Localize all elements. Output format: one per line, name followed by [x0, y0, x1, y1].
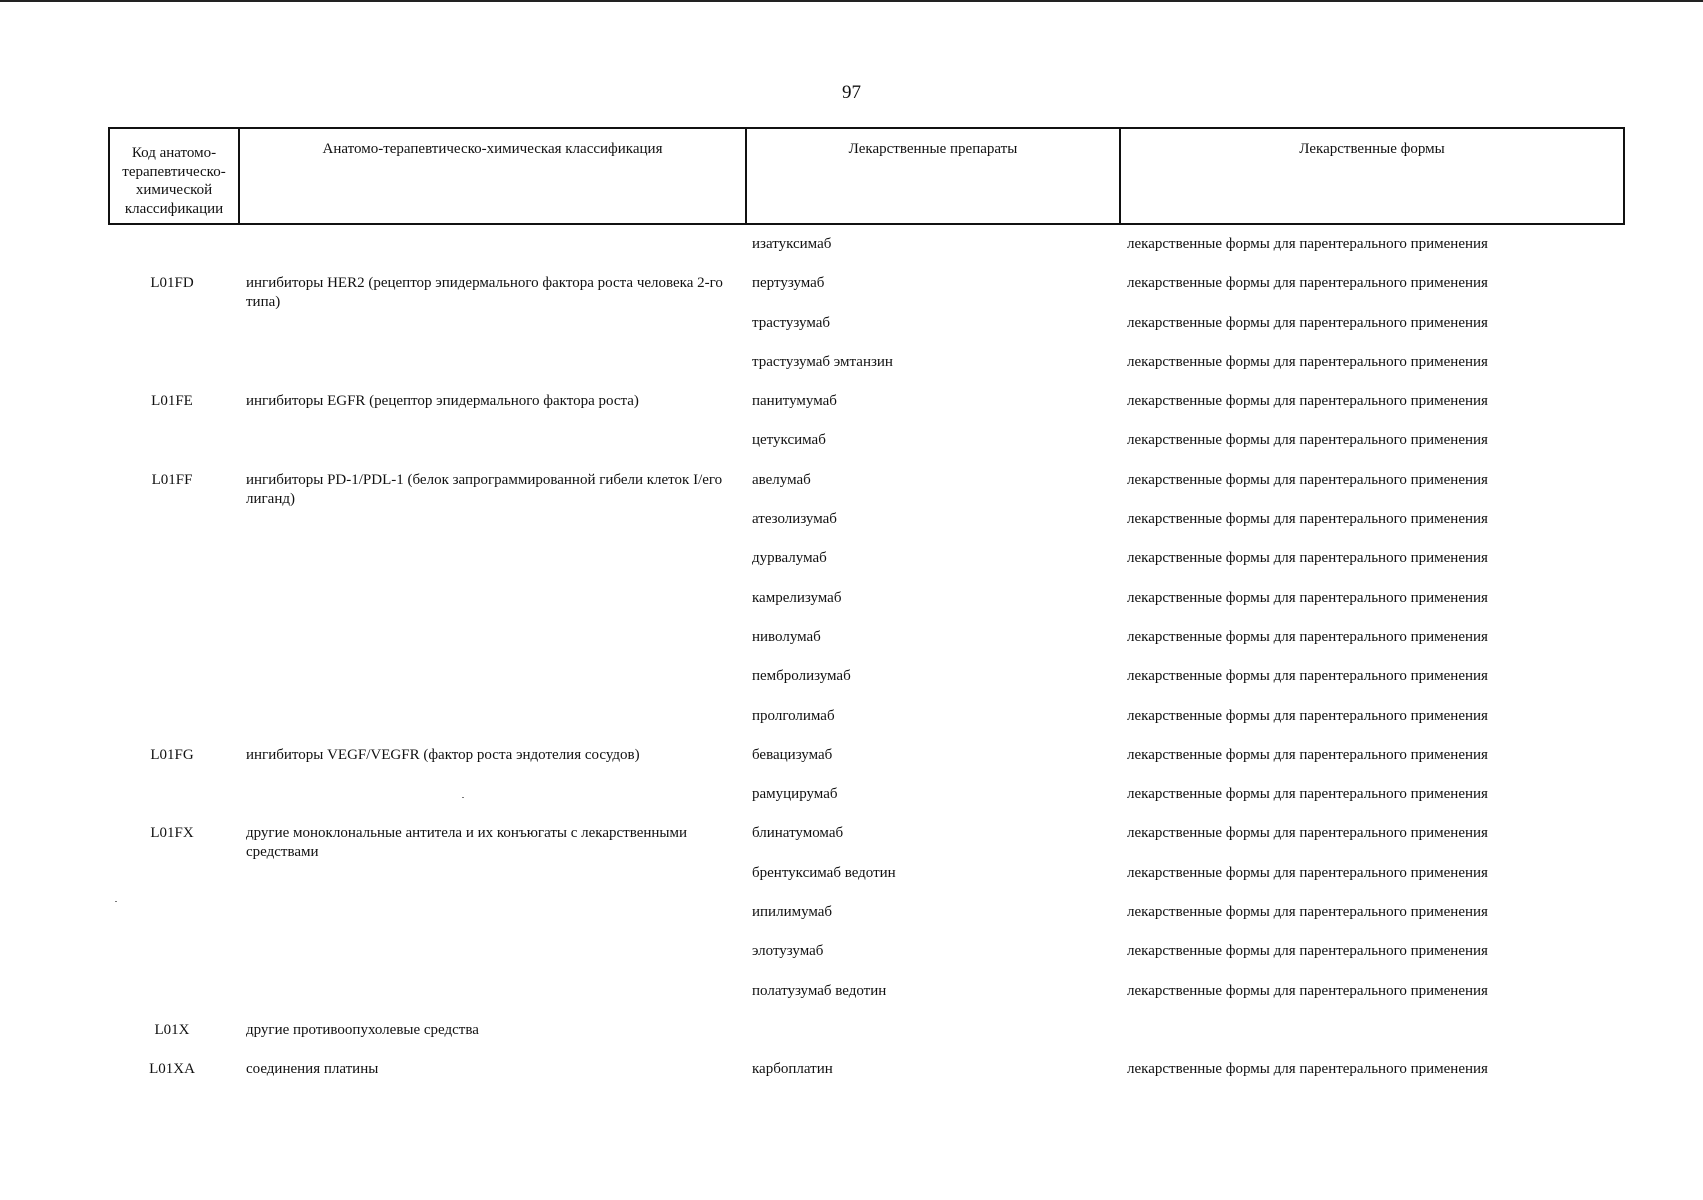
table-row	[0, 274, 1703, 313]
form-cell: лекарственные формы для парентерального применения	[1127, 275, 1488, 292]
form-cell: лекарственные формы для парентерального применения	[1127, 628, 1488, 645]
drug-cell: ипилимумаб	[752, 904, 833, 921]
drug-cell: элотузумаб	[752, 943, 824, 960]
code-cell: L01X	[154, 1021, 190, 1038]
drug-cell: блинатумомаб	[752, 825, 844, 842]
table-row	[0, 667, 1703, 706]
drug-cell: брентуксимаб ведотин	[752, 864, 896, 881]
drug-cell: атезолизумаб	[752, 511, 837, 528]
drug-cell: полатузумаб ведотин	[752, 982, 887, 999]
drug-cell: изатуксимаб	[752, 236, 832, 252]
table-row	[0, 628, 1703, 667]
table-row	[0, 549, 1703, 588]
header-atc-column: Анатомо-терапевтическо-химическая классификация	[238, 129, 745, 223]
drug-cell: ниволумаб	[752, 628, 821, 645]
drug-cell: панитумумаб	[752, 393, 837, 410]
code-cell: L01FG	[150, 746, 194, 763]
code-cell: L01FE	[151, 393, 193, 410]
table-row	[0, 392, 1703, 431]
form-cell: лекарственные формы для парентерального применения	[1127, 393, 1488, 410]
drug-cell: цетуксимаб	[752, 432, 826, 449]
form-cell: лекарственные формы для парентерального применения	[1127, 1061, 1488, 1078]
table-header	[108, 127, 1625, 225]
drug-cell: пролголимаб	[752, 707, 835, 724]
drug-cell: трастузумаб	[752, 314, 831, 331]
table-row	[0, 785, 1703, 824]
form-cell: лекарственные формы для парентерального применения	[1127, 982, 1488, 999]
table-row	[0, 982, 1703, 1021]
form-cell: лекарственные формы для парентерального применения	[1127, 432, 1488, 449]
table-row	[0, 431, 1703, 470]
drug-cell: пембролизумаб	[752, 668, 851, 685]
atc-cell: ингибиторы HER2 (рецептор эпидермального фактора роста человека 2-го типа)	[246, 275, 723, 311]
form-cell: лекарственные формы для парентерального применения	[1127, 511, 1488, 528]
form-cell: лекарственные формы для парентерального применения	[1127, 707, 1488, 724]
drug-cell: дурвалумаб	[752, 550, 827, 567]
form-cell: лекарственные формы для парентерального применения	[1127, 471, 1488, 488]
form-cell: лекарственные формы для парентерального применения	[1127, 668, 1488, 685]
table-row	[0, 589, 1703, 628]
table-row	[0, 235, 1703, 274]
code-cell: L01FF	[151, 471, 193, 488]
form-cell: лекарственные формы для парентерального применения	[1127, 904, 1488, 921]
table-row	[0, 746, 1703, 785]
header-forms-column: Лекарственные формы	[1119, 129, 1623, 223]
table-row	[0, 1021, 1703, 1060]
drug-cell: рамуцирумаб	[752, 786, 838, 803]
table-row	[0, 353, 1703, 392]
code-cell: L01XA	[149, 1061, 195, 1078]
drug-cell: камрелизумаб	[752, 589, 842, 606]
table-row	[0, 824, 1703, 863]
code-cell: L01FX	[150, 825, 194, 842]
table-row	[0, 864, 1703, 903]
table-row	[0, 510, 1703, 549]
form-cell: лекарственные формы для парентерального применения	[1127, 786, 1488, 803]
drug-cell: авелумаб	[752, 471, 811, 488]
drug-cell: трастузумаб эмтанзин	[752, 353, 893, 370]
atc-cell: соединения платины	[246, 1061, 379, 1078]
table-body	[0, 235, 1703, 1100]
table-row	[0, 471, 1703, 510]
drug-cell: карбоплатин	[752, 1061, 833, 1078]
form-cell: лекарственные формы для парентерального применения	[1127, 943, 1488, 960]
drug-cell: пертузумаб	[752, 275, 825, 292]
code-cell: L01FD	[150, 275, 194, 292]
header-code-column: Код анатомо-терапевтическо-химической классификации	[122, 145, 226, 217]
table-row	[0, 1060, 1703, 1099]
drug-cell: бевацизумаб	[752, 746, 833, 763]
table-row	[0, 903, 1703, 942]
table-row	[0, 707, 1703, 746]
table-row	[0, 942, 1703, 981]
form-cell: лекарственные формы для парентерального применения	[1127, 550, 1488, 567]
form-cell: лекарственные формы для парентерального применения	[1127, 314, 1488, 331]
form-cell: лекарственные формы для парентерального применения	[1127, 353, 1488, 370]
atc-cell: ингибиторы VEGF/VEGFR (фактор роста эндотелия сосудов)	[246, 746, 640, 763]
form-cell: лекарственные формы для парентерального применения	[1127, 236, 1488, 252]
form-cell: лекарственные формы для парентерального применения	[1127, 746, 1488, 763]
header-drugs-column: Лекарственные препараты	[745, 129, 1119, 223]
atc-cell: ингибиторы PD-1/PDL-1 (белок запрограммированной гибели клеток I/его лиганд)	[246, 471, 723, 507]
form-cell: лекарственные формы для парентерального применения	[1127, 589, 1488, 606]
atc-cell: другие противоопухолевые средства	[246, 1021, 479, 1038]
page-number: 97	[842, 82, 861, 103]
scan-speck	[462, 797, 464, 798]
atc-cell: ингибиторы EGFR (рецептор эпидермального фактора роста)	[246, 393, 639, 410]
form-cell: лекарственные формы для парентерального применения	[1127, 825, 1488, 842]
table-row	[0, 314, 1703, 353]
top-border-line	[0, 0, 1703, 2]
atc-cell: другие моноклональные антитела и их конъюгаты с лекарственными средствами	[246, 825, 688, 861]
scan-speck	[115, 901, 117, 902]
form-cell: лекарственные формы для парентерального применения	[1127, 864, 1488, 881]
